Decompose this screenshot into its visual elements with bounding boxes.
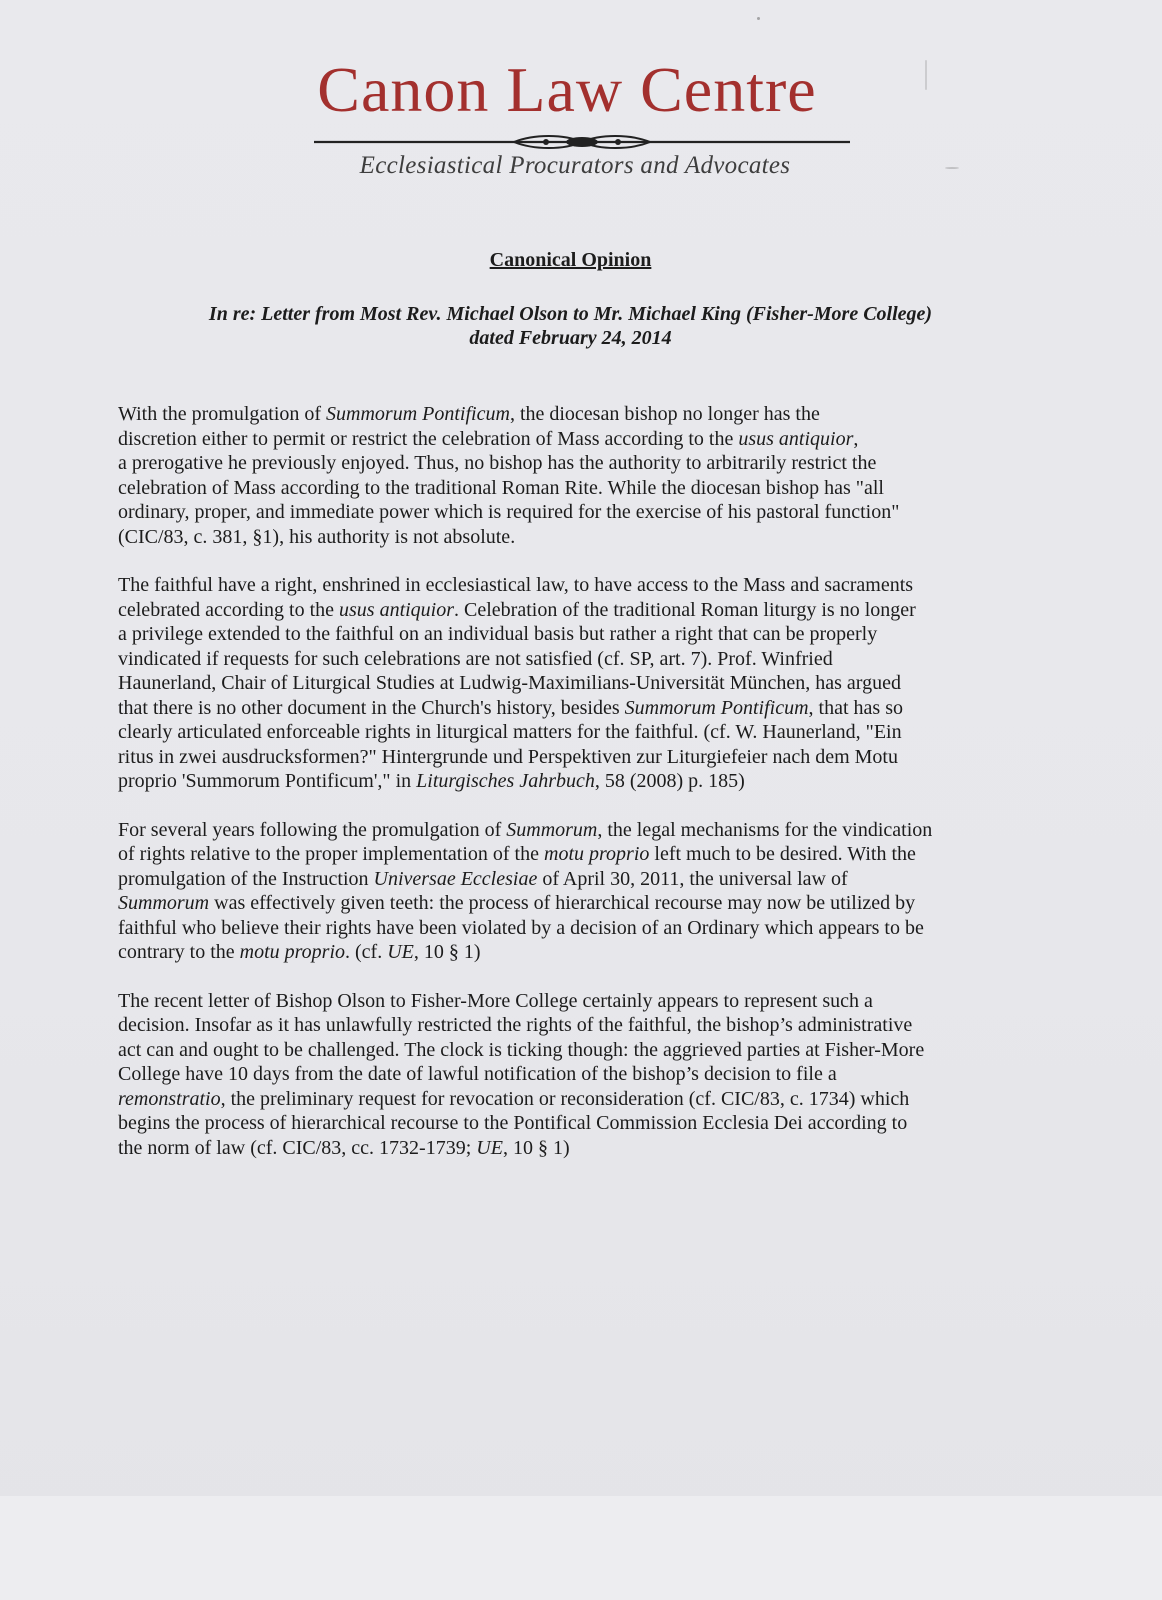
text-run: ritus in zwei ausdrucksformen?" Hintergrunde und Perspektiven zur Liturgiefeier nach dem Motu (118, 745, 898, 768)
text-run: begins the process of hierarchical recourse to the Pontifical Commission Ecclesia Dei according to (118, 1112, 908, 1134)
organization-tagline: Ecclesiastical Procurators and Advocates (359, 152, 791, 179)
text-run: decision. Insofar as it has unlawfully restricted the rights of the faithful, the bishop’s administrative (118, 1014, 913, 1036)
text-run: , (853, 427, 859, 450)
text-run: discretion either to permit or restrict the celebration of Mass according to the (118, 427, 739, 450)
text-run: proprio 'Summorum Pontificum'," in (118, 770, 417, 792)
text-run: a privilege extended to the faithful on an individual basis but rather a right that can be properly (118, 623, 878, 645)
text-run: With the promulgation of (118, 403, 327, 425)
italic-text: Liturgisches Jahrbuch (416, 770, 595, 792)
italic-text: motu proprio (239, 941, 346, 963)
paragraph-line (118, 451, 1018, 476)
scan-speck (757, 17, 760, 20)
decorative-rule (314, 132, 850, 152)
text-run: celebration of Mass according to the traditional Roman Rite. While the diocesan bishop has "all (118, 476, 884, 499)
text-run: of April 30, 2011, the universal law of (537, 867, 848, 890)
italic-text: Summorum (118, 892, 210, 914)
italic-text: UE (476, 1136, 503, 1159)
paragraph-line (118, 1111, 1018, 1136)
paragraph-line (118, 598, 1018, 623)
text-run: clearly articulated enforceable rights in liturgical matters for the faithful. (cf. W. Haunerland, "Ein (118, 721, 902, 743)
italic-text: Summorum (506, 818, 598, 841)
text-run: Haunerland, Chair of Liturgical Studies at Ludwig-Maximilians-Universität München, has argued (118, 672, 901, 694)
paragraph-line (118, 940, 1018, 965)
paragraph-line (118, 402, 1018, 427)
paragraph-line (118, 1062, 1018, 1087)
paragraph-line (118, 1136, 1018, 1161)
opinion-paragraph (118, 573, 1018, 794)
text-run: , 58 (2008) p. 185) (594, 770, 745, 792)
organization-name: Canon Law Centre (317, 54, 817, 125)
opinion-paragraph (118, 989, 1018, 1161)
paragraph-line (118, 476, 1018, 501)
text-run: a prerogative he previously enjoyed. Thus, no bishop has the authority to arbitrarily restrict the (118, 452, 877, 474)
text-run: , 10 § 1) (502, 1136, 570, 1159)
text-run: the norm of law (cf. CIC/83, cc. 1732-1739; (118, 1136, 477, 1159)
text-run: , 10 § 1) (413, 941, 481, 963)
text-run: , that has so (808, 696, 903, 719)
text-run: , the preliminary request for revocation or reconsideration (cf. CIC/83, c. 1734) which (220, 1087, 910, 1110)
opinion-paragraph (118, 402, 1018, 549)
text-run: was effectively given teeth: the process of hierarchical recourse may now be utilized by (209, 892, 916, 914)
text-run: The faithful have a right, enshrined in ecclesiastical law, to have access to the Mass and sacraments (118, 574, 914, 596)
opinion-paragraph (118, 818, 1018, 965)
text-run: The recent letter of Bishop Olson to Fisher-More College certainly appears to represent such a (118, 989, 873, 1012)
paragraph-line (118, 720, 1018, 745)
text-run: contrary to the (118, 941, 240, 963)
paragraph-line (118, 1013, 1018, 1038)
text-run: , the diocesan bishop no longer has the (509, 403, 820, 425)
text-run: faithful who believe their rights have been violated by a decision of an Ordinary which appears to be (118, 916, 924, 939)
scan-speck (945, 167, 959, 169)
subject-heading (0, 302, 1141, 350)
paragraph-line (118, 891, 1018, 916)
text-run: . (cf. (345, 941, 388, 963)
subject-date-line: dated February 24, 2014 (469, 327, 672, 349)
text-run: . Celebration of the traditional Roman liturgy is no longer (454, 598, 916, 621)
letterhead (0, 54, 1162, 180)
text-run: celebrated according to the (118, 598, 339, 621)
text-run: ordinary, proper, and immediate power which is required for the exercise of his pastoral function" (118, 501, 900, 523)
italic-text: motu proprio (544, 843, 650, 865)
subject-line: In re: Letter from Most Rev. Michael Olson to Mr. Michael King (Fisher-More College) (208, 303, 933, 325)
italic-text: remonstratio (118, 1087, 221, 1110)
text-run: College have 10 days from the date of lawful notification of the bishop’s decision to file a (118, 1063, 837, 1085)
paragraph-line (118, 916, 1018, 941)
text-run: left much to be desired. With the (649, 843, 916, 865)
text-run: that there is no other document in the Church's history, besides (118, 696, 625, 719)
text-run: vindicated if requests for such celebrations are not satisfied (cf. SP, art. 7). Prof. Winfried (118, 647, 833, 670)
italic-text: usus antiquior (339, 598, 455, 621)
paragraph-line (118, 671, 1018, 696)
scan-speck (925, 60, 927, 90)
paragraph-line (118, 622, 1018, 647)
flourish-divider-icon (314, 132, 850, 152)
scan-speck (393, 1512, 396, 1515)
scan-speck (1100, 1580, 1102, 1582)
text-run: (CIC/83, c. 381, §1), his authority is not absolute. (118, 525, 516, 548)
paragraph-line (118, 745, 1018, 770)
paragraph-line (118, 842, 1018, 867)
paragraph-line (118, 696, 1018, 721)
paragraph-line (118, 818, 1018, 843)
text-run: For several years following the promulgation of (118, 818, 507, 841)
italic-text: usus antiquior (738, 427, 854, 450)
paragraph-line (118, 500, 1018, 525)
paragraph-line (118, 525, 1018, 550)
italic-text: Summorum Pontificum (624, 696, 809, 719)
text-run: promulgation of the Instruction (118, 867, 374, 890)
italic-text: Summorum Pontificum (326, 403, 510, 425)
opinion-body (118, 402, 1018, 1184)
italic-text: Universae Ecclesiae (373, 867, 538, 890)
text-run: , the legal mechanisms for the vindication (597, 818, 933, 841)
paragraph-line (118, 427, 1018, 452)
document-title: Canonical Opinion (489, 249, 652, 271)
scan-speck (683, 1532, 685, 1534)
paragraph-line (118, 1038, 1018, 1063)
paragraph-line (118, 769, 1018, 794)
paragraph-line (118, 867, 1018, 892)
paragraph-line (118, 647, 1018, 672)
italic-text: UE (387, 941, 414, 963)
paragraph-line (118, 1087, 1018, 1112)
paragraph-line (118, 573, 1018, 598)
text-run: act can and ought to be challenged. The clock is ticking though: the aggrieved parties at Fisher-More (118, 1038, 925, 1061)
text-run: of rights relative to the proper implementation of the (118, 843, 544, 865)
paragraph-line (118, 989, 1018, 1014)
